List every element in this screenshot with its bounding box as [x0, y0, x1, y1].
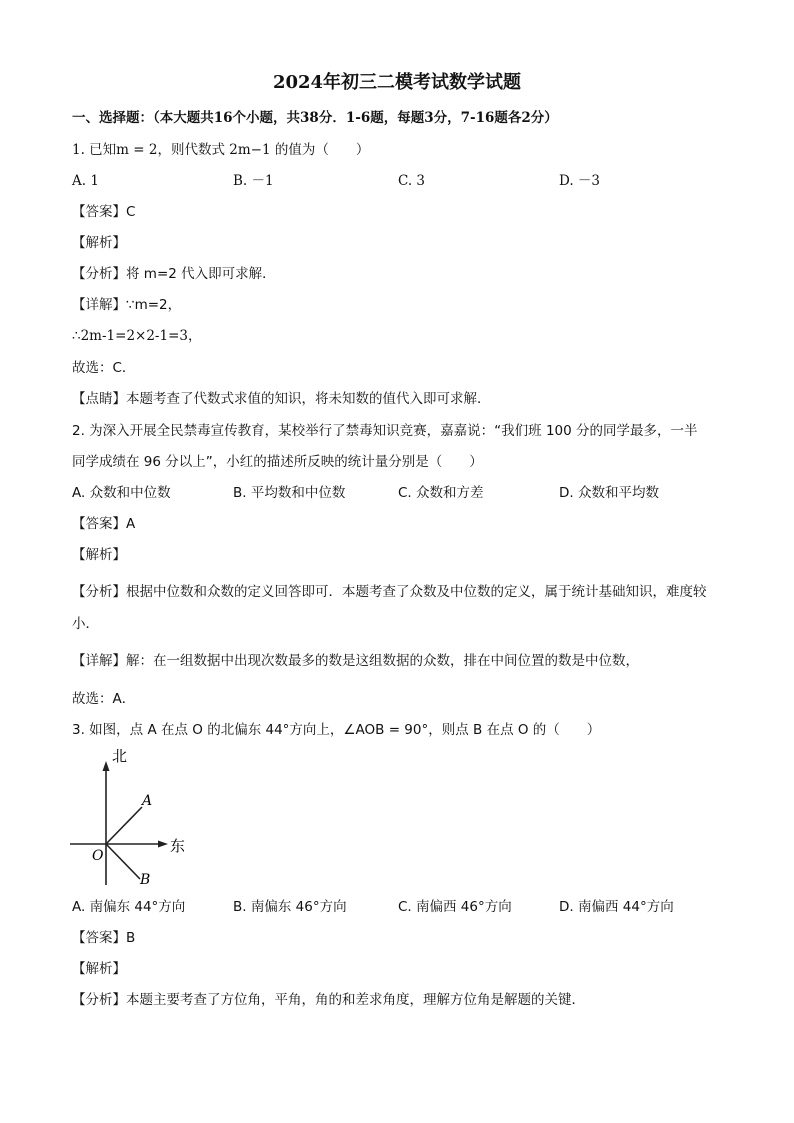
q2-stem-line2: 同学成绩在 96 分以上”，小红的描述所反映的统计量分别是（ ）	[72, 454, 483, 470]
q2-option-b: B. 平均数和中位数	[233, 485, 346, 501]
q1-answer: 【答案】C	[72, 204, 136, 220]
q2-stem-line1: 2. 为深入开展全民禁毒宣传教育，某校举行了禁毒知识竞赛，嘉嘉说：“我们班 100 分的同学最多，一半	[72, 423, 698, 439]
q2-option-a: A. 众数和中位数	[72, 485, 171, 501]
q3-fenxi: 【分析】本题主要考查了方位角，平角，角的和差求角度，理解方位角是解题的关键．	[72, 992, 585, 1008]
q1-option-a: A. 1	[72, 173, 99, 189]
q3-compass-figure	[66, 745, 196, 890]
q2-xiangjie: 【详解】解：在一组数据中出现次数最多的数是这组数据的众数，排在中间位置的数是中位数，	[72, 653, 639, 669]
q2-option-d: D. 众数和平均数	[559, 485, 659, 501]
q2-option-c: C. 众数和方差	[398, 485, 484, 501]
q2-answer: 【答案】A	[72, 516, 136, 532]
q3-answer: 【答案】B	[72, 930, 136, 946]
label-o: O	[92, 848, 104, 864]
label-east: 东	[170, 837, 186, 855]
section-heading: 一、选择题：（本大题共16个小题，共38分．1-6题，每题3分，7-16题各2分）	[72, 110, 558, 126]
ray-ob	[106, 844, 140, 879]
q1-guxuan: 故选：C．	[72, 360, 136, 376]
q1-dianjing: 【点睛】本题考查了代数式求值的知识，将未知数的值代入即可求解．	[72, 391, 491, 407]
q3-option-c: C. 南偏西 46°方向	[398, 899, 512, 915]
q1-option-b: B. －1	[233, 173, 274, 189]
q3-option-a: A. 南偏东 44°方向	[72, 899, 186, 915]
q1-xiangjie: 【详解】∵m=2，	[72, 297, 182, 313]
q3-option-b: B. 南偏东 46°方向	[233, 899, 347, 915]
q2-analysis-label: 【解析】	[72, 547, 126, 563]
q1-option-d: D. －3	[559, 173, 601, 189]
north-arrowhead	[103, 761, 110, 771]
q1-stem: 1. 已知m = 2，则代数式 2m−1 的值为（ ）	[72, 142, 370, 158]
q1-step2: ∴2m-1=2×2-1=3，	[72, 328, 202, 344]
label-b: B	[140, 872, 151, 888]
east-arrowhead	[158, 841, 168, 848]
q2-guxuan: 故选：A．	[72, 691, 136, 707]
q1-option-c: C. 3	[398, 173, 426, 189]
q2-fenxi: 【分析】根据中位数和众数的定义回答即可．本题考查了众数及中位数的定义，属于统计基础知识，难度较小．	[72, 584, 707, 632]
page-title: 2024年初三二模考试数学试题	[272, 72, 522, 93]
label-a: A	[142, 793, 153, 809]
q1-fenxi: 【分析】将 m=2 代入即可求解．	[72, 266, 276, 282]
label-north: 北	[112, 747, 128, 765]
q3-option-d: D. 南偏西 44°方向	[559, 899, 674, 915]
q3-stem: 3. 如图，点 A 在点 O 的北偏东 44°方向上，∠AOB = 90°，则点 B 在点 O 的（ ）	[72, 722, 601, 738]
q3-analysis-label: 【解析】	[72, 961, 126, 977]
ray-oa	[106, 807, 142, 844]
q1-analysis-label: 【解析】	[72, 235, 126, 251]
